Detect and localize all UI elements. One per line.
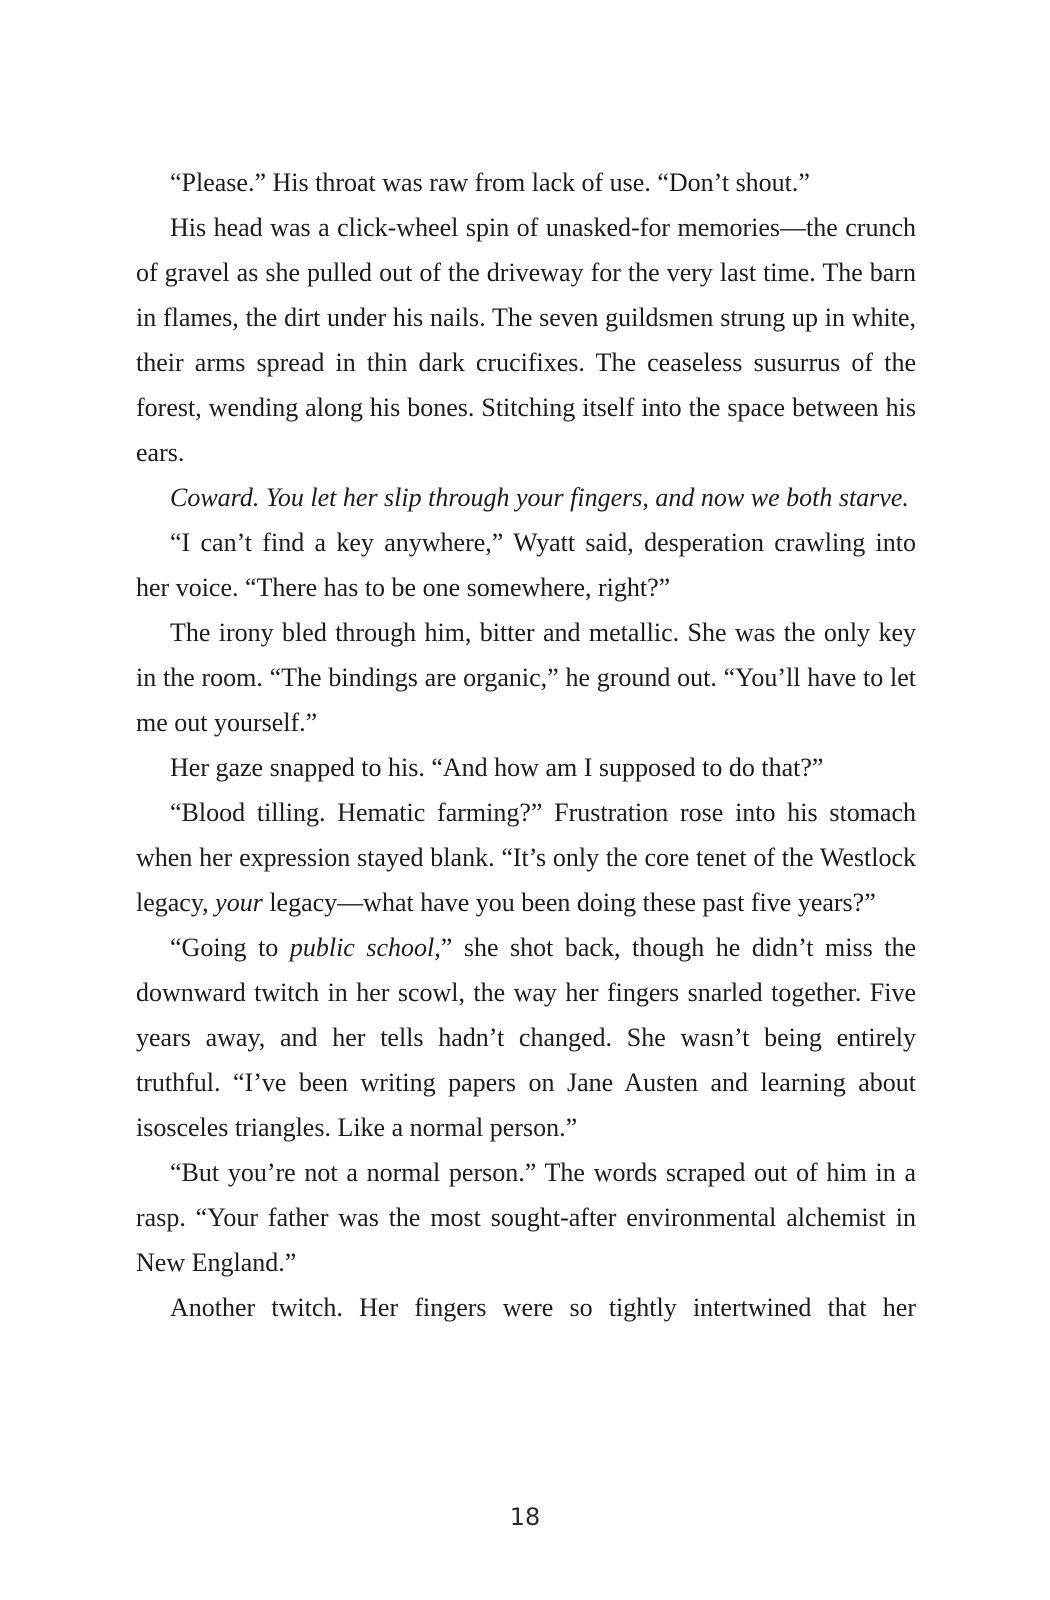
text-segment: legacy—what have you been doing these past five years?” [262,888,876,917]
italic-text: Coward. You let her slip through your fingers, and now we both starve. [170,483,909,512]
italic-text: your [215,888,263,917]
body-text [136,160,916,1330]
text-segment: ,” she shot back, though he didn’t miss the downward twitch in her scowl, the way her fingers snarled together. Five years away, and her tells hadn’t changed. She wasn’t being entirely truthful. “I’ve been writing papers on Jane Austen and learning about isosceles triangles. Like a normal person.” [136,933,917,1142]
page-number: 18 [509,1503,541,1531]
paragraph [136,610,916,745]
paragraph [136,520,916,610]
paragraph [136,925,916,1150]
text-segment: “Blood tilling. Hematic farming?” Frustration rose into his stomach when her expression stayed blank. “It’s only the core tenet of the Westlock legacy, [136,798,916,917]
paragraph [136,160,916,205]
text-segment: His head was a click-wheel spin of unasked-for memories—the crunch of gravel as she pulled out of the driveway for the very last time. The barn in flames, the dirt under his nails. The seven guildsmen strung up in white, their arms spread in thin dark crucifixes. The ceaseless susurrus of the forest, wending along his bones. Stitching itself into the space between his ears. [136,213,916,467]
paragraph [136,475,916,520]
italic-text: public school [289,933,435,962]
paragraph [136,1285,916,1330]
paragraph [136,745,916,790]
text-segment: “Going to [170,933,290,962]
paragraph [136,1150,916,1285]
paragraph [136,205,916,475]
text-segment: The irony bled through him, bitter and metallic. She was the only key in the room. “The bindings are organic,” he ground out. “You’ll have to let me out yourself.” [136,618,916,737]
paragraph [136,790,916,925]
text-segment: Another twitch. Her fingers were so tightly intertwined that her [170,1293,916,1322]
text-segment: “But you’re not a normal person.” The words scraped out of him in a rasp. “Your father was the most sought-after environmental alchemist in New England.” [136,1158,916,1277]
text-segment: “I can’t find a key anywhere,” Wyatt said, desperation crawling into her voice. “There has to be one somewhere, right?” [136,528,916,602]
text-segment: “Please.” His throat was raw from lack of use. “Don’t shout.” [170,168,810,197]
text-segment: Her gaze snapped to his. “And how am I supposed to do that?” [170,753,824,782]
